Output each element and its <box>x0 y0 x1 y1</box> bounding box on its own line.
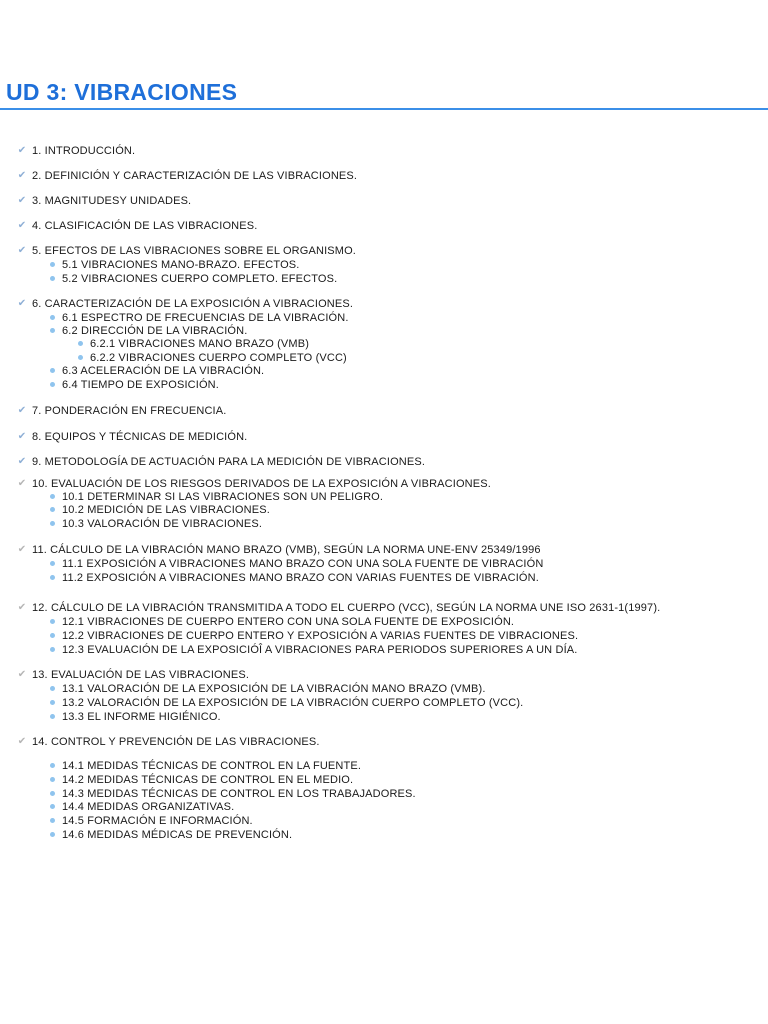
toc-section <box>17 735 320 749</box>
toc-label: 13.1 VALORACIÓN DE LA EXPOSICIÓN DE LA VIBRACIÓN MANO BRAZO (VMB). <box>62 683 486 695</box>
bullet-icon <box>50 276 55 281</box>
toc-section <box>17 144 136 158</box>
check-icon: ✔ <box>17 544 27 555</box>
toc-label: 11.1 EXPOSICIÓN A VIBRACIONES MANO BRAZO CON UNA SOLA FUENTE DE VIBRACIÓN <box>62 558 544 570</box>
toc-subsection <box>62 324 247 338</box>
toc-section <box>17 404 227 418</box>
toc-subsection <box>62 364 264 378</box>
toc-subsection <box>62 828 292 842</box>
toc-label: 12.3 EVALUACIÓN DE LA EXPOSICIÓÎ A VIBRACIONES PARA PERIODOS SUPERIORES A UN DÍA. <box>62 644 578 656</box>
toc-subsection <box>62 710 221 724</box>
toc-label: 14. CONTROL Y PREVENCIÓN DE LAS VIBRACIONES. <box>32 736 320 748</box>
bullet-icon <box>50 818 55 823</box>
check-icon: ✔ <box>17 145 27 156</box>
toc-subsection <box>62 773 353 787</box>
bullet-icon <box>50 382 55 387</box>
toc-label: 11.2 EXPOSICIÓN A VIBRACIONES MANO BRAZO CON VARIAS FUENTES DE VIBRACIÓN. <box>62 572 539 584</box>
toc-section <box>17 668 250 682</box>
toc-label: 12. CÁLCULO DE LA VIBRACIÓN TRANSMITIDA A TODO EL CUERPO (VCC), SEGÚN LA NORMA UNE ISO 2631-1(1997). <box>32 602 661 614</box>
toc-label: 13.2 VALORACIÓN DE LA EXPOSICIÓN DE LA VIBRACIÓN CUERPO COMPLETO (VCC). <box>62 697 524 709</box>
toc-label: 10. EVALUACIÓN DE LOS RIESGOS DERIVADOS DE LA EXPOSICIÓN A VIBRACIONES. <box>32 478 491 490</box>
check-icon: ✔ <box>17 736 27 747</box>
toc-subsection <box>62 258 299 272</box>
toc-section <box>17 194 192 208</box>
toc-label: 14.4 MEDIDAS ORGANIZATIVAS. <box>62 801 235 813</box>
check-icon: ✔ <box>17 405 27 416</box>
check-icon: ✔ <box>17 245 27 256</box>
check-icon: ✔ <box>17 431 27 442</box>
toc-label: 5.2 VIBRACIONES CUERPO COMPLETO. EFECTOS. <box>62 273 338 285</box>
bullet-icon <box>50 521 55 526</box>
toc-label: 4. CLASIFICACIÓN DE LAS VIBRACIONES. <box>32 220 258 232</box>
toc-label: 6.2.2 VIBRACIONES CUERPO COMPLETO (VCC) <box>90 352 347 364</box>
toc-section <box>17 297 354 311</box>
toc-label: 13.3 EL INFORME HIGIÉNICO. <box>62 711 221 723</box>
check-icon: ✔ <box>17 602 27 613</box>
toc-subsection <box>62 272 337 286</box>
toc-section <box>17 543 541 557</box>
toc-label: 14.3 MEDIDAS TÉCNICAS DE CONTROL EN LOS TRABAJADORES. <box>62 788 416 800</box>
bullet-icon <box>50 647 55 652</box>
bullet-icon <box>50 262 55 267</box>
check-icon: ✔ <box>17 298 27 309</box>
bullet-icon <box>50 791 55 796</box>
check-icon: ✔ <box>17 456 27 467</box>
toc-subsection <box>62 571 539 585</box>
toc-subsection <box>62 378 219 392</box>
bullet-icon <box>50 633 55 638</box>
toc-section <box>17 244 356 258</box>
toc-label: 6. CARACTERIZACIÓN DE LA EXPOSICIÓN A VIBRACIONES. <box>32 298 354 310</box>
toc-label: 8. EQUIPOS Y TÉCNICAS DE MEDICIÓN. <box>32 431 248 443</box>
check-icon: ✔ <box>17 669 27 680</box>
toc-label: 10.3 VALORACIÓN DE VIBRACIONES. <box>62 518 263 530</box>
toc-section <box>17 169 358 183</box>
toc-subsection <box>62 759 361 773</box>
toc-label: 10.1 DETERMINAR SI LAS VIBRACIONES SON UN PELIGRO. <box>62 491 384 503</box>
toc-subsection <box>90 351 347 365</box>
toc-subsection <box>62 503 270 517</box>
bullet-icon <box>50 804 55 809</box>
toc-section <box>17 219 258 233</box>
bullet-icon <box>50 368 55 373</box>
toc-label: 13. EVALUACIÓN DE LAS VIBRACIONES. <box>32 669 250 681</box>
bullet-icon <box>50 777 55 782</box>
toc-subsection <box>62 557 543 571</box>
toc-subsection <box>62 800 234 814</box>
toc-label: 14.6 MEDIDAS MÉDICAS DE PREVENCIÓN. <box>62 829 293 841</box>
toc-label: 7. PONDERACIÓN EN FRECUENCIA. <box>32 405 227 417</box>
bullet-icon <box>78 355 83 360</box>
toc-section <box>17 430 248 444</box>
toc-subsection <box>62 814 253 828</box>
bullet-icon <box>78 341 83 346</box>
toc-label: 10.2 MEDICIÓN DE LAS VIBRACIONES. <box>62 504 270 516</box>
toc-label: 5.1 VIBRACIONES MANO-BRAZO. EFECTOS. <box>62 259 300 271</box>
toc-subsection <box>62 311 349 325</box>
page-title: UD 3: VIBRACIONES <box>6 79 238 105</box>
toc-section <box>17 601 661 615</box>
toc-label: 2. DEFINICIÓN Y CARACTERIZACIÓN DE LAS VIBRACIONES. <box>32 170 358 182</box>
check-icon: ✔ <box>17 195 27 206</box>
check-icon: ✔ <box>17 220 27 231</box>
bullet-icon <box>50 575 55 580</box>
bullet-icon <box>50 494 55 499</box>
toc-label: 12.1 VIBRACIONES DE CUERPO ENTERO CON UNA SOLA FUENTE DE EXPOSICIÓN. <box>62 616 515 628</box>
toc-subsection <box>62 490 383 504</box>
toc-label: 6.2 DIRECCIÓN DE LA VIBRACIÓN. <box>62 325 248 337</box>
toc-subsection <box>62 682 486 696</box>
toc-label: 12.2 VIBRACIONES DE CUERPO ENTERO Y EXPOSICIÓN A VARIAS FUENTES DE VIBRACIONES. <box>62 630 579 642</box>
check-icon: ✔ <box>17 478 27 489</box>
check-icon: ✔ <box>17 170 27 181</box>
toc-section <box>17 477 491 491</box>
toc-label: 1. INTRODUCCIÓN. <box>32 145 136 157</box>
bullet-icon <box>50 686 55 691</box>
toc-subsection <box>62 615 514 629</box>
toc-label: 9. METODOLOGÍA DE ACTUACIÓN PARA LA MEDICIÓN DE VIBRACIONES. <box>32 456 426 468</box>
toc-label: 6.3 ACELERACIÓN DE LA VIBRACIÓN. <box>62 365 265 377</box>
toc-section <box>17 455 426 469</box>
bullet-icon <box>50 619 55 624</box>
toc-subsection <box>62 517 262 531</box>
bullet-icon <box>50 328 55 333</box>
toc-label: 11. CÁLCULO DE LA VIBRACIÓN MANO BRAZO (VMB), SEGÚN LA NORMA UNE-ENV 25349/1996 <box>32 544 541 556</box>
bullet-icon <box>50 700 55 705</box>
toc-subsection <box>62 696 523 710</box>
bullet-icon <box>50 714 55 719</box>
toc-label: 14.5 FORMACIÓN E INFORMACIÓN. <box>62 815 253 827</box>
toc-label: 6.2.1 VIBRACIONES MANO BRAZO (VMB) <box>90 338 310 350</box>
toc-label: 14.2 MEDIDAS TÉCNICAS DE CONTROL EN EL MEDIO. <box>62 774 354 786</box>
bullet-icon <box>50 507 55 512</box>
toc-label: 6.1 ESPECTRO DE FRECUENCIAS DE LA VIBRACIÓN. <box>62 312 349 324</box>
bullet-icon <box>50 561 55 566</box>
bullet-icon <box>50 315 55 320</box>
toc-subsection <box>62 643 577 657</box>
toc-subsection <box>62 787 416 801</box>
toc-subsection <box>90 337 309 351</box>
toc-label: 14.1 MEDIDAS TÉCNICAS DE CONTROL EN LA FUENTE. <box>62 760 362 772</box>
toc-label: 5. EFECTOS DE LAS VIBRACIONES SOBRE EL ORGANISMO. <box>32 245 356 257</box>
bullet-icon <box>50 832 55 837</box>
toc-label: 6.4 TIEMPO DE EXPOSICIÓN. <box>62 379 219 391</box>
bullet-icon <box>50 763 55 768</box>
toc-subsection <box>62 629 578 643</box>
toc-label: 3. MAGNITUDESY UNIDADES. <box>32 195 192 207</box>
